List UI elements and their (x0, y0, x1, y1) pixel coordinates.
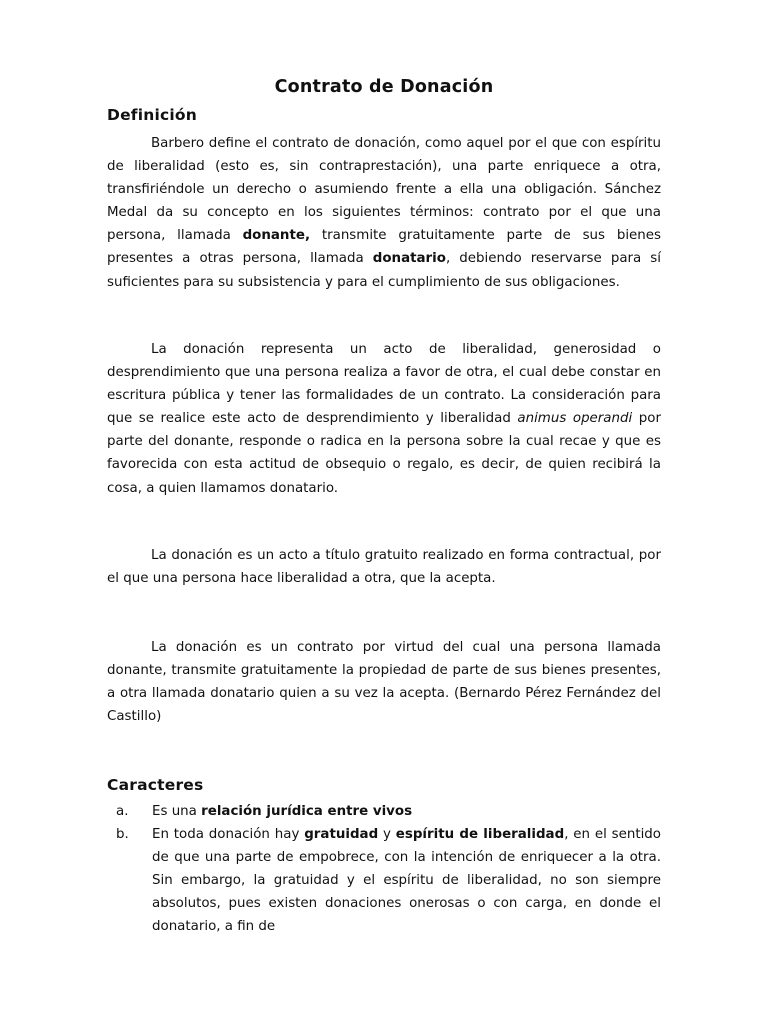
list-marker: a. (116, 804, 129, 819)
list-item-text: Es una (152, 804, 202, 819)
bold-term-donatario: donatario (372, 251, 446, 267)
bold-term-donante: donante, (242, 228, 311, 244)
list-item-text: , en el sentido de que una parte de empobrece, con la intención de enriquecer a la otra. Sin embargo, la gratuidad y el espíritu de liberalidad, no son siempre absolutos, pues existen donaciones onerosas o con carga, en donde el donatario, a fin de (152, 827, 662, 935)
section-heading-caracteres: Caracteres (107, 776, 204, 794)
paragraph-text: transmite gratuitamente parte de sus bienes presentes a otras persona, llamada (107, 228, 661, 267)
list-item (107, 823, 661, 938)
italic-term-animus-operandi: animus operandi (517, 411, 633, 427)
caracteres-list (107, 800, 661, 939)
paragraph-text: La donación representa un acto de liberalidad, generosidad o desprendimiento que una persona realiza a favor de otra, el cual debe constar en escritura pública y tener las formalidades de un contrato. La consideración para que se realice este acto de desprendimiento y liberalidad (107, 342, 661, 427)
list-item-text: En toda donación hay (152, 827, 305, 843)
list-item (107, 800, 661, 823)
bold-term-gratuidad: gratuidad (304, 827, 379, 843)
paragraph-definicion-1 (107, 132, 661, 294)
paragraph-text: Barbero define el contrato de donación, como aquel por el que con espíritu de liberalidad (esto es, sin contraprestación), una parte enriquece a otra, transfiriéndole un derecho o asumiendo frente a ella una obligación. Sánchez Medal da su concepto en los siguientes términos: contrato por el que una persona, llamada (107, 136, 661, 244)
document-title: Contrato de Donación (274, 77, 494, 97)
list-item-text: y (378, 827, 396, 843)
paragraph-definicion-4: La donación es un contrato por virtud del cual una persona llamada donante, transmite gratuitamente la propiedad de parte de sus bienes presentes, a otra llamada donatario quien a su vez la acepta. (Bernardo Pérez Fernández del Castillo) (107, 640, 661, 725)
paragraph-definicion-3: La donación es un acto a título gratuito realizado en forma contractual, por el que una persona hace liberalidad a otra, que la acepta. (107, 548, 661, 587)
list-marker: b. (116, 827, 129, 843)
bold-term-relacion-juridica: relación jurídica entre vivos (201, 804, 413, 819)
paragraph-text: , debiendo reservarse para sí suficientes para su subsistencia y para el cumplimiento de sus obligaciones. (107, 251, 661, 290)
bold-term-espiritu-liberalidad: espíritu de liberalidad (395, 827, 565, 843)
paragraph-text: por parte del donante, responde o radica en la persona sobre la cual recae y que es favorecida con esta actitud de obsequio o regalo, es decir, de quien recibirá la cosa, a quien llamamos donatario. (107, 411, 661, 496)
paragraph-definicion-2 (107, 338, 661, 500)
section-heading-definicion: Definición (107, 106, 197, 124)
